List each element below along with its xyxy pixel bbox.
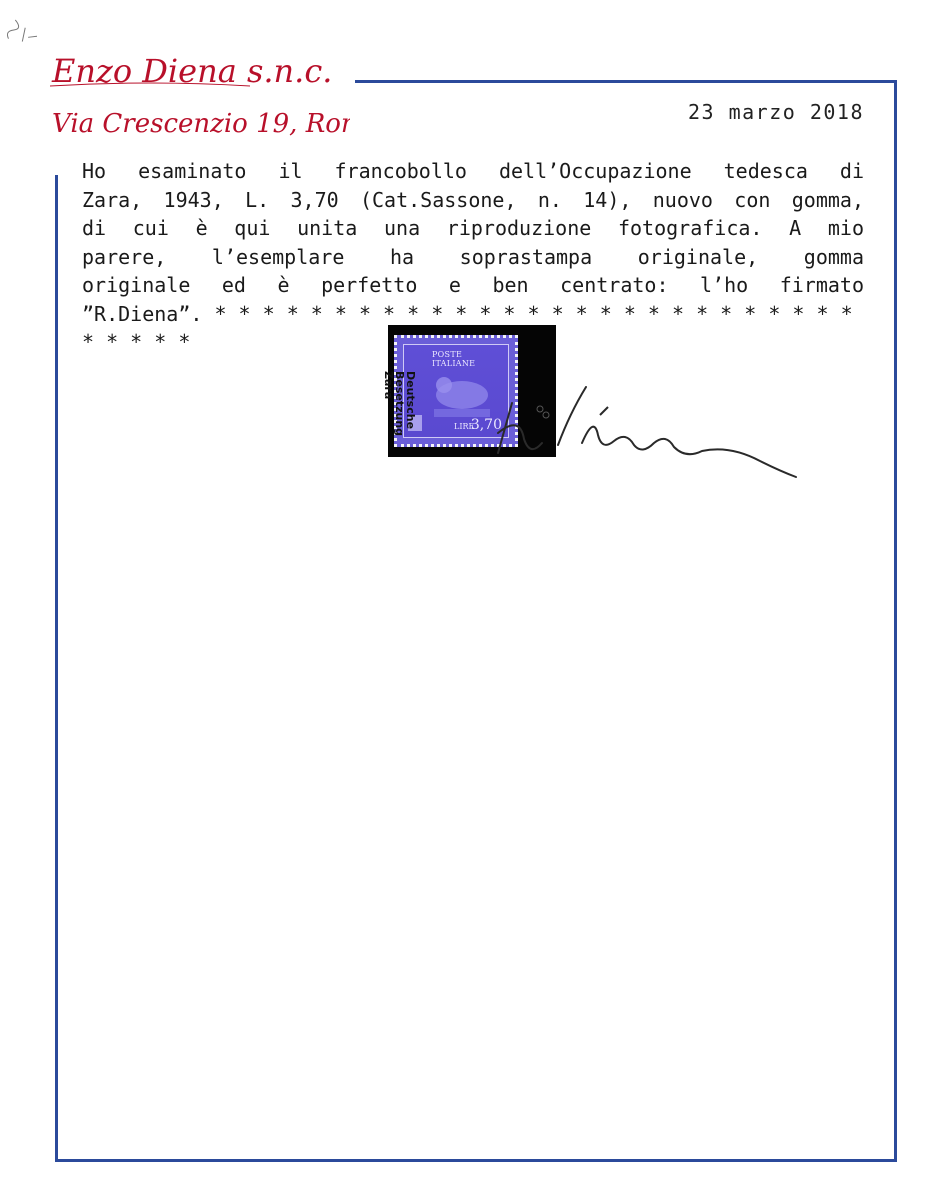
corner-pencil-mark xyxy=(0,5,48,51)
certificate-line: Ho esaminato il francobollo dell’Occupazione tedesca di xyxy=(82,159,864,183)
stamp-overprint: Deutsche Besetzung Zara xyxy=(382,371,417,437)
letterhead-script-logo xyxy=(50,40,350,150)
stamp-value: 3,70 xyxy=(470,417,502,433)
certificate-signature-line: ”R.Diena”. * * * * * * * * * * * * * * * * * * * * * * * * * * * * * * * * xyxy=(82,301,853,354)
certificate-line: parere, l’esemplare ha soprastampa originale, gomma xyxy=(82,244,864,269)
stamp-title: POSTE ITALIANE xyxy=(432,350,476,368)
frame-bottom-line xyxy=(55,1159,897,1162)
handwritten-signature xyxy=(490,375,810,495)
company-address: Via Crescenzio 19, Roma xyxy=(52,109,350,139)
frame-left-line xyxy=(55,175,58,1162)
frame-top-line xyxy=(355,80,897,83)
company-name: Enzo Diena s.n.c. xyxy=(52,52,333,90)
letterhead xyxy=(50,40,350,150)
frame-right-line xyxy=(894,80,897,1162)
certificate-line: Zara, 1943, L. 3,70 (Cat.Sassone, n. 14), nuovo con gomma, xyxy=(82,187,864,212)
certificate-line: originale ed è perfetto e ben centrato: l’ho firmato xyxy=(82,273,864,297)
stamp-currency: LIRE xyxy=(454,422,475,431)
certificate-line: di cui è qui unita una riproduzione fotografica. A mio xyxy=(82,216,864,240)
certificate-date: 23 marzo 2018 xyxy=(687,100,864,124)
